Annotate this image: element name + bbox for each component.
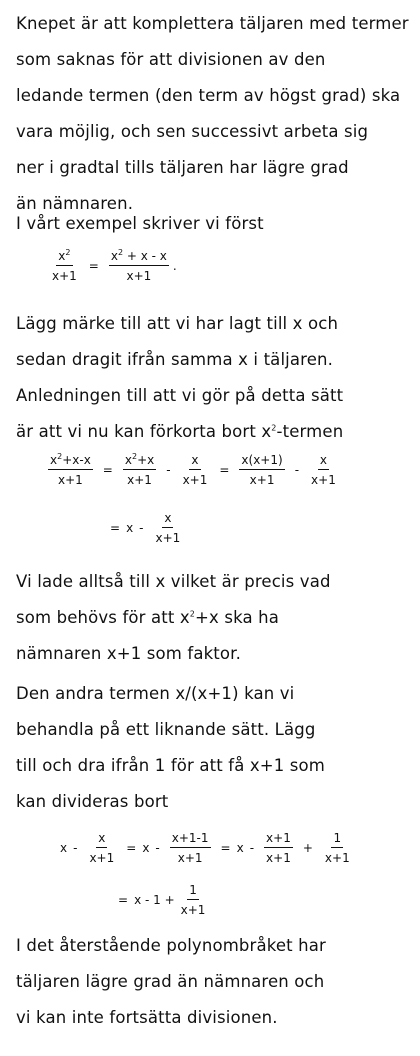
period: .: [172, 259, 177, 273]
fraction: $\frac{x^2 + x - x}{x+1}$: [110, 248, 167, 283]
fraction: $\frac{x}{x+1}$: [182, 453, 208, 487]
text-line: Vi lade alltså till x vilket är precis vad: [16, 572, 331, 591]
text-line: som behövs för att $x^2+x$ ska ha: [16, 608, 280, 627]
text-line: som saknas för att divisionen av den: [16, 50, 326, 69]
text-line: täljaren lägre grad än nämnaren och: [16, 972, 325, 991]
text-line: ner i gradtal tills täljaren har lägre grad: [16, 158, 349, 177]
text-line: vi kan inte fortsätta divisionen.: [16, 1008, 278, 1027]
text-line: är att vi nu kan förkorta bort $x^2$-termen: [16, 422, 344, 441]
fraction: $\frac{1}{x+1}$: [180, 883, 206, 917]
equation-1: [46, 250, 177, 282]
text-line: vara möjlig, och sen successivt arbeta sig: [16, 122, 369, 141]
paragraph-second-term: [16, 676, 414, 820]
equals-sign: =: [88, 259, 99, 273]
equation-2-line-2: = x - $\frac{x}{x+1}$: [110, 511, 181, 545]
text-line: I det återstående polynombråket har: [16, 936, 326, 955]
fraction: $\frac{x+1}{x+1}$: [266, 831, 291, 865]
text-line: nämnaren x+1 som faktor.: [16, 644, 241, 663]
text-line: ledande termen (den term av högst grad) ska: [16, 86, 401, 105]
paragraph-comment: [16, 564, 414, 672]
fraction: $\frac{x}{x+1}$: [311, 453, 336, 487]
text-line: kan divideras bort: [16, 792, 169, 811]
text-line: I vårt exempel skriver vi först: [16, 214, 264, 233]
fraction: $\frac{1}{x+1}$: [324, 831, 350, 865]
text-line: Anledningen till att vi gör på detta sätt: [16, 386, 344, 405]
text-line: till och dra ifrån 1 för att få x+1 som: [16, 756, 326, 775]
fraction: $\frac{x}{x+1}$: [155, 511, 181, 545]
equation-2-line-1: $\frac{x^2+x-x}{x+1}$ = $\frac{x^2+x}{x+1}$ - $\frac{x}{x+1}$ = $\frac{x(x+1)}{x+1}$ - $\frac{x}{x+1}$: [50, 452, 336, 487]
fraction: $\frac{x^2+x}{x+1}$: [124, 452, 155, 487]
paragraph-example: [16, 206, 414, 242]
fraction: $\frac{x(x+1)}{x+1}$: [241, 453, 283, 487]
fraction: $\frac{x}{x+1}$: [89, 831, 115, 865]
fraction: $\frac{x+1-1}{x+1}$: [171, 831, 209, 865]
text-line: sedan dragit ifrån samma x i täljaren.: [16, 350, 334, 369]
equation-3-line-2: = x - 1 + $\frac{1}{x+1}$: [118, 883, 206, 917]
text-line: Den andra termen x/(x+1) kan vi: [16, 684, 295, 703]
paragraph-explanation: [16, 306, 414, 450]
text-line: Lägg märke till att vi har lagt till x och: [16, 314, 339, 333]
paragraph-conclusion: [16, 928, 414, 1036]
text-line: än nämnaren.: [16, 194, 134, 213]
text-line: Knepet är att komplettera täljaren med termer: [16, 14, 409, 33]
fraction: $\frac{x^2}{x+1}$: [52, 248, 77, 283]
paragraph-intro: [16, 6, 414, 222]
fraction: $\frac{x^2+x-x}{x+1}$: [50, 452, 91, 487]
equation-3-line-1: x - $\frac{x}{x+1}$ = x - $\frac{x+1-1}{x+1}$ = x - $\frac{x+1}{x+1}$ + $\frac{1}{x+1}$: [60, 831, 350, 865]
text-line: behandla på ett liknande sätt. Lägg: [16, 720, 316, 739]
